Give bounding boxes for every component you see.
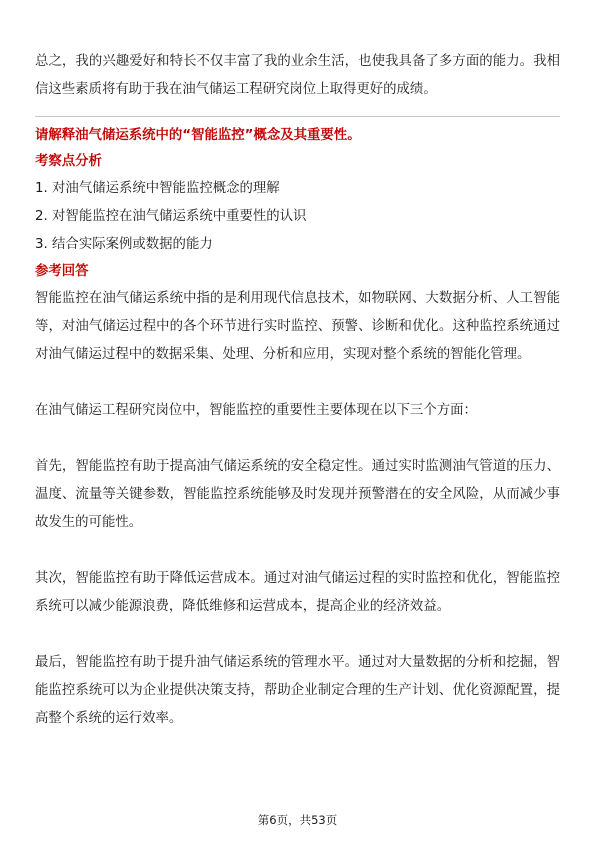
analysis-heading: 考察点分析 <box>35 154 102 169</box>
paragraph-gap <box>35 537 560 565</box>
answer-paragraph: 首先，智能监控有助于提高油气储运系统的安全稳定性。通过实时监测油气管道的压力、温度、流量等关键参数，智能监控系统能够及时发现并预警潜在的安全风险，从而减少事故发生的可能性。 <box>35 459 560 530</box>
answer-paragraph: 智能监控在油气储运系统中指的是利用现代信息技术，如物联网、大数据分析、人工智能等，对油气储运过程中的各个环节进行实时监控、预警、诊断和优化。这种监控系统通过对油气储运过程中的数据采集、处理、分析和应用，实现对整个系统的智能化管理。 <box>35 291 560 362</box>
answer-paragraph: 最后，智能监控有助于提升油气储运系统的管理水平。通过对大量数据的分析和挖掘，智能监控系统可以为企业提供决策支持，帮助企业制定合理的生产计划、优化资源配置，提高整个系统的运行效率。 <box>35 655 560 726</box>
document-page <box>35 48 560 733</box>
analysis-item: 3. 结合实际案例或数据的能力 <box>35 237 213 252</box>
answer-paragraph: 在油气储运工程研究岗位中，智能监控的重要性主要体现在以下三个方面： <box>35 403 477 418</box>
paragraph-gap <box>35 621 560 649</box>
paragraph-gap <box>35 369 560 397</box>
question-title: 请解释油气储运系统中的“智能监控”概念及其重要性。 <box>35 128 361 143</box>
page-number: 第6页，共53页 <box>257 813 338 827</box>
answer-heading: 参考回答 <box>35 264 89 279</box>
analysis-item: 1. 对油气储运系统中智能监控概念的理解 <box>35 181 280 196</box>
intro-paragraph: 总之，我的兴趣爱好和特长不仅丰富了我的业余生活，也使我具备了多方面的能力。我相信这些素质将有助于我在油气储运工程研究岗位上取得更好的成绩。 <box>35 54 560 97</box>
answer-paragraph: 其次，智能监控有助于降低运营成本。通过对油气储运过程的实时监控和优化，智能监控系统可以减少能源浪费，降低维修和运营成本，提高企业的经济效益。 <box>35 571 560 614</box>
paragraph-gap <box>35 425 560 453</box>
section-divider <box>35 116 560 117</box>
analysis-item: 2. 对智能监控在油气储运系统中重要性的认识 <box>35 209 307 224</box>
